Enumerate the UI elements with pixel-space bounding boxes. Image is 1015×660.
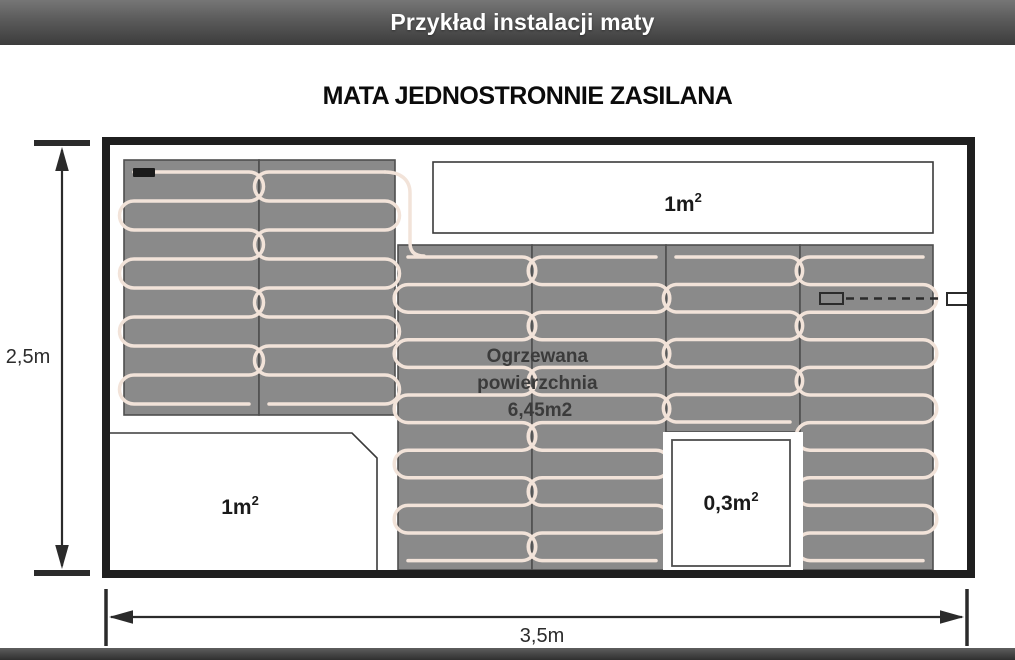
page-title: Przykład instalacji maty: [390, 9, 655, 35]
width-dimension-label: 3,5m: [519, 625, 565, 647]
footer-bar: [0, 648, 1015, 660]
heated-area-label: Ogrzewana powierzchnia 6,45m2: [477, 346, 598, 421]
uncovered-area-top-label: $1m^2$: [664, 190, 702, 216]
dimension-width: [106, 589, 967, 647]
arrowhead-left-icon: [109, 610, 133, 624]
dimension-height: [6, 143, 90, 573]
wall-connection-box: [947, 293, 968, 305]
height-dimension-label: 2,5m: [5, 346, 51, 368]
arrowhead-right-icon: [940, 610, 964, 624]
uncovered-area-bottom-left-label: $1m^2$: [221, 493, 259, 519]
diagram-title: MATA JEDNOSTRONNIE ZASILANA: [322, 82, 733, 110]
uncovered-area-bottom-middle-label: $0,3m^2$: [703, 489, 759, 515]
arrowhead-down-icon: [55, 545, 69, 569]
floor-sensor: [820, 293, 843, 304]
power-connector: [133, 168, 155, 177]
arrowhead-up-icon: [55, 147, 69, 171]
